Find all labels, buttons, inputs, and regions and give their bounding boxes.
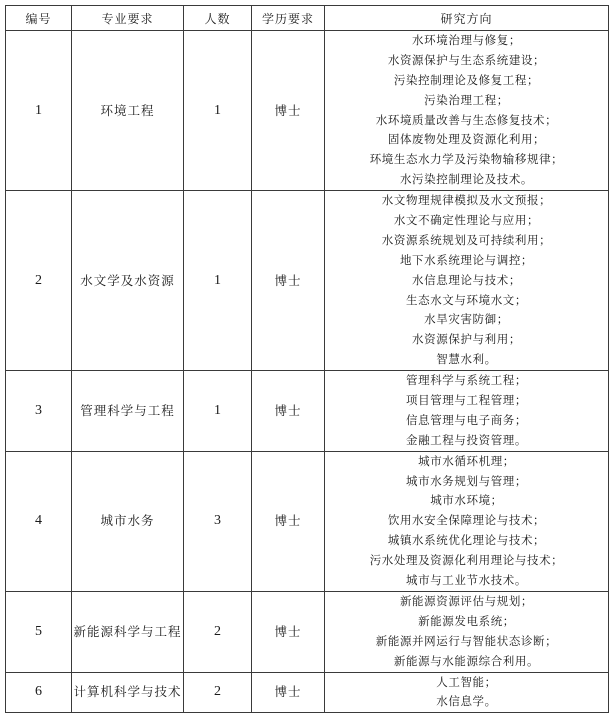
- row-count: 1: [184, 31, 252, 191]
- research-direction-item: 环境生态水力学及污染物输移规律；: [369, 152, 564, 167]
- row-major: 水文学及水资源: [72, 191, 184, 371]
- research-direction-item: 城市水循环机理；: [418, 453, 515, 468]
- table-row: [6, 31, 609, 191]
- research-direction-list: [325, 371, 608, 451]
- header-research-direction: 研究方向: [325, 6, 609, 31]
- research-direction-item: 污水处理及资源化利用理论与技术；: [369, 553, 564, 568]
- research-direction-item: 水环境质量改善与生态修复技术；: [375, 112, 558, 127]
- row-research-directions: [325, 672, 609, 713]
- research-direction-item: 水环境治理与修复；: [412, 33, 521, 47]
- research-direction-item: 人工智能；: [436, 674, 497, 689]
- research-direction-item: 管理科学与系统工程；: [406, 373, 527, 388]
- research-direction-item: 城市水务规划与管理；: [406, 473, 527, 488]
- row-degree: 博士: [252, 371, 325, 452]
- row-count: 2: [184, 591, 252, 672]
- research-direction-item: 新能源与水能源综合利用。: [393, 653, 540, 668]
- row-number: 5: [6, 591, 72, 672]
- research-direction-item: 水信息理论与技术；: [412, 272, 521, 287]
- research-direction-item: 城镇水系统优化理论与技术；: [387, 533, 546, 548]
- research-direction-item: 污染控制理论及修复工程；: [393, 72, 540, 87]
- row-number: 4: [6, 451, 72, 591]
- table-row: [6, 191, 609, 371]
- row-number: 1: [6, 31, 72, 191]
- research-direction-item: 污染治理工程；: [424, 92, 509, 107]
- table-header: [6, 6, 609, 31]
- research-direction-item: 城市水环境；: [430, 493, 503, 508]
- table-body: [6, 31, 609, 713]
- research-direction-item: 新能源并网运行与智能状态诊断；: [375, 633, 558, 648]
- table-row: [6, 371, 609, 452]
- table-row: [6, 672, 609, 713]
- row-research-directions: [325, 591, 609, 672]
- row-number: 3: [6, 371, 72, 452]
- header-count: 人数: [184, 6, 252, 31]
- table-row: [6, 451, 609, 591]
- research-direction-item: 地下水系统理论与调控；: [399, 252, 534, 267]
- research-direction-item: 信息管理与电子商务；: [406, 412, 527, 427]
- research-direction-item: 新能源发电系统；: [418, 613, 515, 628]
- research-direction-item: 固体废物处理及资源化利用；: [387, 132, 546, 147]
- row-degree: 博士: [252, 672, 325, 713]
- row-research-directions: [325, 31, 609, 191]
- row-count: 3: [184, 451, 252, 591]
- row-major: 新能源科学与工程: [72, 591, 184, 672]
- research-direction-list: [325, 592, 608, 672]
- row-count: 1: [184, 191, 252, 371]
- row-degree: 博士: [252, 191, 325, 371]
- row-number: 6: [6, 672, 72, 713]
- row-research-directions: [325, 371, 609, 452]
- table-row: [6, 591, 609, 672]
- research-direction-item: 水资源保护与生态系统建设；: [387, 52, 546, 67]
- row-research-directions: [325, 451, 609, 591]
- row-degree: 博士: [252, 451, 325, 591]
- research-direction-item: 城市与工业节水技术。: [406, 573, 527, 588]
- row-research-directions: [325, 191, 609, 371]
- header-major: 专业要求: [72, 6, 184, 31]
- row-degree: 博士: [252, 31, 325, 191]
- row-major: 城市水务: [72, 451, 184, 591]
- row-major: 计算机科学与技术: [72, 672, 184, 713]
- row-count: 1: [184, 371, 252, 452]
- research-direction-item: 水污染控制理论及技术。: [399, 172, 534, 187]
- header-degree: 学历要求: [252, 6, 325, 31]
- research-direction-item: 饮用水安全保障理论与技术；: [387, 513, 546, 528]
- research-direction-list: [325, 673, 608, 713]
- research-direction-item: 水信息学。: [436, 694, 497, 709]
- recruitment-table: [5, 5, 609, 713]
- row-degree: 博士: [252, 591, 325, 672]
- research-direction-item: 水旱灾害防御；: [424, 312, 509, 327]
- header-number: 编号: [6, 6, 72, 31]
- research-direction-list: [325, 31, 608, 190]
- research-direction-item: 生态水文与环境水文；: [406, 292, 527, 307]
- research-direction-list: [325, 191, 608, 370]
- research-direction-item: 智慧水利。: [436, 352, 497, 367]
- research-direction-list: [325, 452, 608, 591]
- research-direction-item: 水资源系统规划及可持续利用；: [381, 232, 552, 247]
- research-direction-item: 水文不确定性理论与应用；: [393, 213, 540, 228]
- row-count: 2: [184, 672, 252, 713]
- research-direction-item: 金融工程与投资管理。: [406, 432, 527, 447]
- research-direction-item: 项目管理与工程管理；: [406, 393, 527, 408]
- row-major: 环境工程: [72, 31, 184, 191]
- row-major: 管理科学与工程: [72, 371, 184, 452]
- header-row: [6, 6, 609, 31]
- row-number: 2: [6, 191, 72, 371]
- research-direction-item: 新能源资源评估与规划；: [399, 593, 534, 608]
- research-direction-item: 水资源保护与利用；: [412, 332, 521, 347]
- research-direction-item: 水文物理规律模拟及水文预报；: [381, 193, 552, 208]
